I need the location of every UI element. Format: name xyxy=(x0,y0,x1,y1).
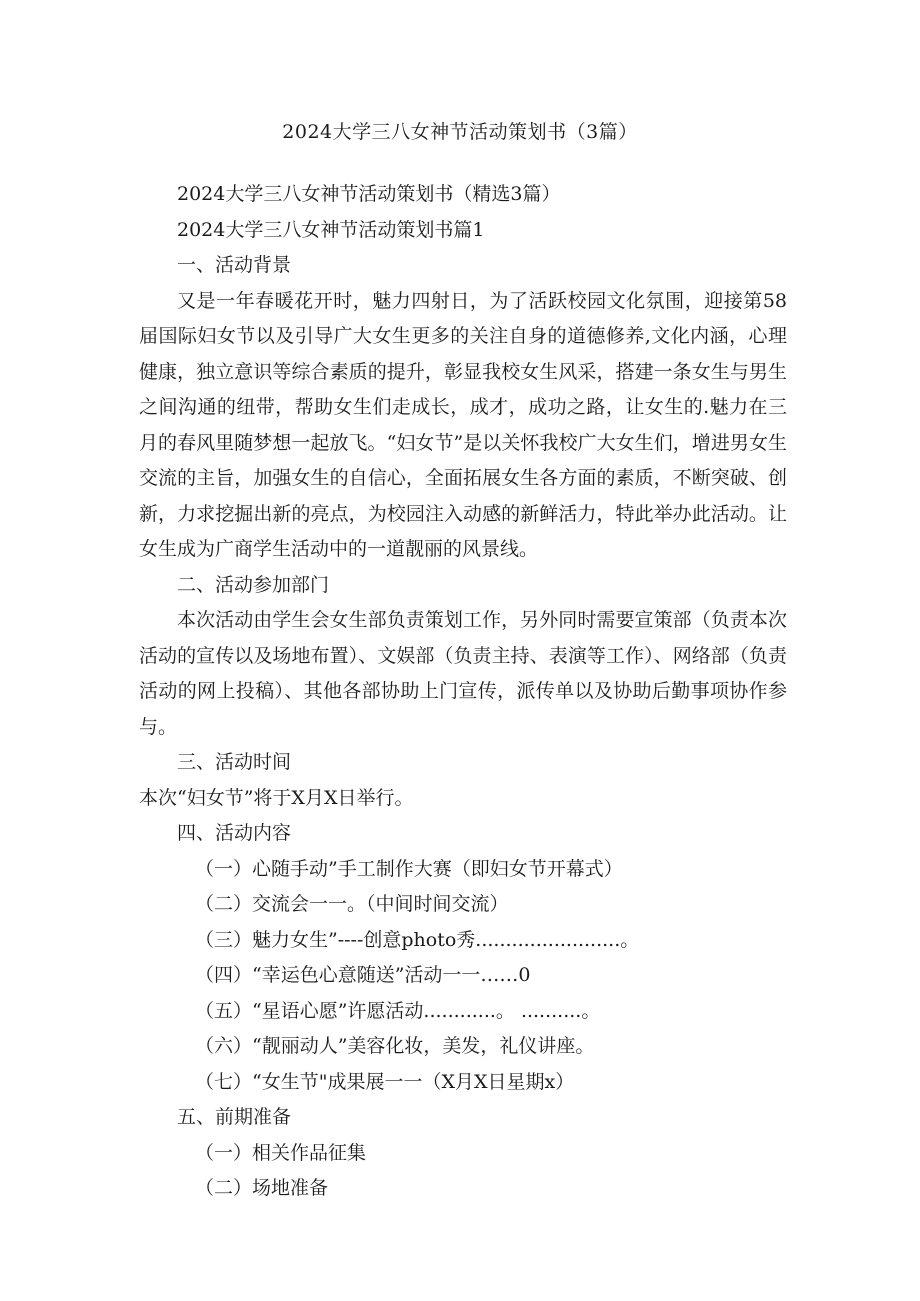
paragraph-time: 本次“妇女节”将于X月X日举行。 xyxy=(139,786,414,809)
paragraph-background: 又是一年春暖花开时，魅力四射日，为了活跃校园文化氛围，迎接第58届国际妇女节以及引导广大女生更多的关注自身的道德修养,文化内涵，心理健康，独立意识等综合素质的提升，彰显我校女生风采，搭建一条女生与男生之间沟通的纽带，帮助女生们走成长，成才，成功之路，让女生的.魅力在三月的春风里随梦想一起放飞。“妇女节”是以关怀我校广大女生们，增进男女生交流的主旨，加强女生的自信心，全面拓展女生各方面的素质，不断突破、创新，力求挖掘出新的亮点，为校园注入动感的新鲜活力，特此举办此活动。让女生成为广商学生活动中的一道靓丽的风景线。 xyxy=(139,289,787,560)
list-item: （三）魅力女生”----创意photo秀........................。 xyxy=(195,928,640,951)
list-item: （五）“星语心愿”许愿活动............。 ..........。 xyxy=(195,999,601,1022)
list-item: （二）场地准备 xyxy=(195,1177,329,1199)
section-heading-background: 一、活动背景 xyxy=(177,254,292,276)
section-heading-content: 四、活动内容 xyxy=(177,822,292,844)
list-item: （二）交流会一一。（中间时间交流） xyxy=(195,893,509,915)
section-heading-departments: 二、活动参加部门 xyxy=(177,573,330,596)
list-item: （一）相关作品征集 xyxy=(195,1141,367,1164)
document-title: 2024大学三八女神节活动策划书（3篇） xyxy=(282,121,638,143)
document-body xyxy=(139,177,787,1207)
section-heading-time: 三、活动时间 xyxy=(177,751,292,773)
paragraph-departments: 本次活动由学生会女生部负责策划工作，另外同时需要宣策部（负责本次活动的宣传以及场地布置）、文娱部（负责主持、表演等工作）、网络部（负责活动的网上投稿）、其他各部协助上门宣传，派传单以及协助后勤事项协作参与。 xyxy=(139,609,787,738)
list-item: （一）心随手动”手工制作大赛（即妇女节开幕式） xyxy=(195,857,623,880)
list-item: （七）“女生节"成果展一一（X月X日星期x） xyxy=(195,1070,575,1093)
document-subtitle: 2024大学三八女神节活动策划书（精选3篇） xyxy=(177,183,561,205)
part-heading: 2024大学三八女神节活动策划书篇1 xyxy=(177,218,485,241)
list-item: （四）“幸运色心意随送”活动一一……0 xyxy=(195,964,531,986)
list-item: （六）“靓丽动人”美容化妆，美发，礼仪讲座。 xyxy=(195,1035,595,1057)
section-heading-preparation: 五、前期准备 xyxy=(177,1106,292,1128)
